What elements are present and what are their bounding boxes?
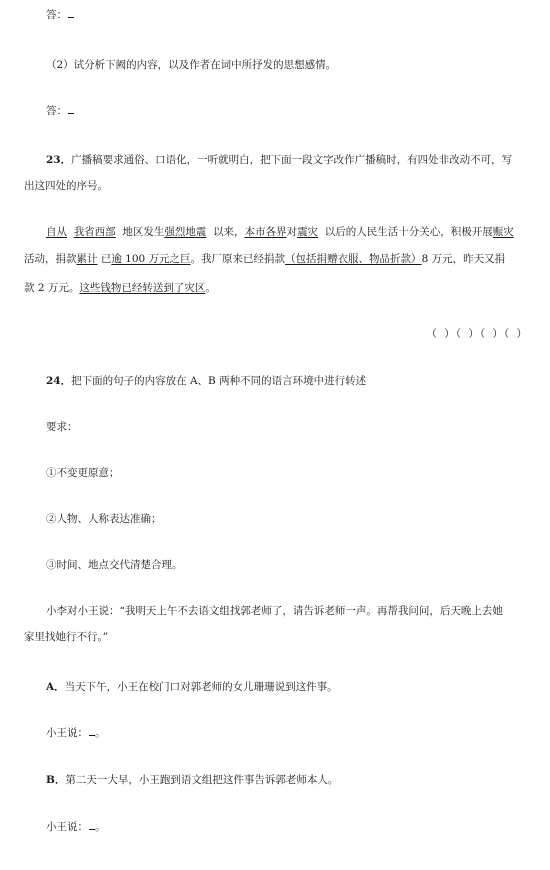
answer-label: 小王说：	[46, 727, 88, 739]
quote-line-2: 家里找她行不行。”	[24, 631, 109, 643]
passage-text: 以后的人民生活十分关心，积极开展	[324, 226, 493, 238]
passage-text: 对	[286, 226, 298, 238]
passage-item-8: 逾 100 万元之巨	[111, 253, 191, 265]
passage-item-5: 震灾	[297, 226, 319, 238]
answer-line-2	[46, 103, 550, 119]
passage-item-1: 自从	[46, 226, 67, 238]
answer-brackets[interactable]: （ ）（ ）（ ）（ ）	[426, 328, 528, 340]
question-number: 24．	[46, 375, 72, 387]
question-24-line	[46, 373, 550, 389]
scenario-a-answer	[46, 725, 550, 741]
passage-item-7: 累计	[76, 253, 98, 265]
passage-line-1	[46, 224, 550, 240]
scenario-b-answer	[46, 819, 550, 835]
passage-text: 已	[100, 253, 112, 265]
passage-item-4: 本市各界	[244, 226, 287, 238]
question-prompt: 广播稿要求通俗、口语化，一听就明白，把下面一段文字改作广播稿时，有四处非改动不可，写	[71, 154, 513, 166]
requirement-1: ①不变更原意；	[46, 467, 120, 479]
question-number: 23．	[46, 154, 72, 166]
scenario-text: 当天下午，小王在校门口对郭老师的女儿珊珊说到这件事。	[64, 681, 338, 693]
passage-text: 活动，捐款	[24, 253, 77, 265]
passage-item-3: 强烈地震	[164, 226, 207, 238]
passage-text: 款 2 万元。	[24, 282, 80, 294]
answer-label: 答：	[46, 9, 67, 21]
requirements-label: 要求：	[46, 421, 78, 433]
answer-end: 。	[95, 821, 106, 833]
passage-text: 。	[205, 282, 216, 294]
requirement-2: ②人物、人称表达准确；	[46, 513, 162, 525]
requirement-3: ③时间、地点交代清楚合理。	[46, 559, 183, 571]
question-prompt: 把下面的句子的内容放在 A、B 两种不同的语言环境中进行转述	[71, 375, 367, 387]
passage-item-11: 灾区	[184, 282, 206, 294]
scenario-b	[46, 772, 550, 788]
passage-item-10: 这些钱物已经转送到了	[79, 282, 185, 294]
question-23-line-2: 出这四处的序号。	[24, 180, 108, 192]
scenario-label: A．	[46, 681, 65, 693]
passage-item-6: 赈灾	[492, 226, 514, 238]
passage-text: 。我厂原来已经捐款	[190, 253, 286, 265]
question-23-line-1	[46, 152, 550, 168]
answer-label: 答：	[46, 105, 67, 117]
passage-text: 8 万元，昨天又捐	[421, 253, 506, 265]
sub-question-2: （2）试分析下阙的内容，以及作者在词中所抒发的思想感情。	[46, 59, 337, 71]
answer-blank[interactable]	[68, 104, 74, 114]
passage-line-2	[24, 251, 550, 267]
answer-end: 。	[95, 727, 106, 739]
scenario-label: B．	[46, 774, 66, 786]
passage-text: 地区发生	[122, 226, 165, 238]
passage-text: 以来，	[213, 226, 245, 238]
answer-line-1	[46, 7, 550, 23]
scenario-text: 第二天一大早，小王跑到语文组把这件事告诉郭老师本人。	[65, 774, 339, 786]
passage-line-3	[24, 280, 550, 296]
passage-item-9: （包括捐赠衣服、物品折款）	[285, 253, 422, 265]
answer-blank[interactable]	[68, 8, 74, 18]
scenario-a	[46, 679, 550, 695]
quote-line-1: 小李对小王说：“我明天上午不去语文组找郭老师了，请告诉老师一声。再帮我问问，后天晚上去她	[46, 605, 503, 617]
answer-label: 小王说：	[46, 821, 88, 833]
passage-item-2: 我省西部	[73, 226, 116, 238]
